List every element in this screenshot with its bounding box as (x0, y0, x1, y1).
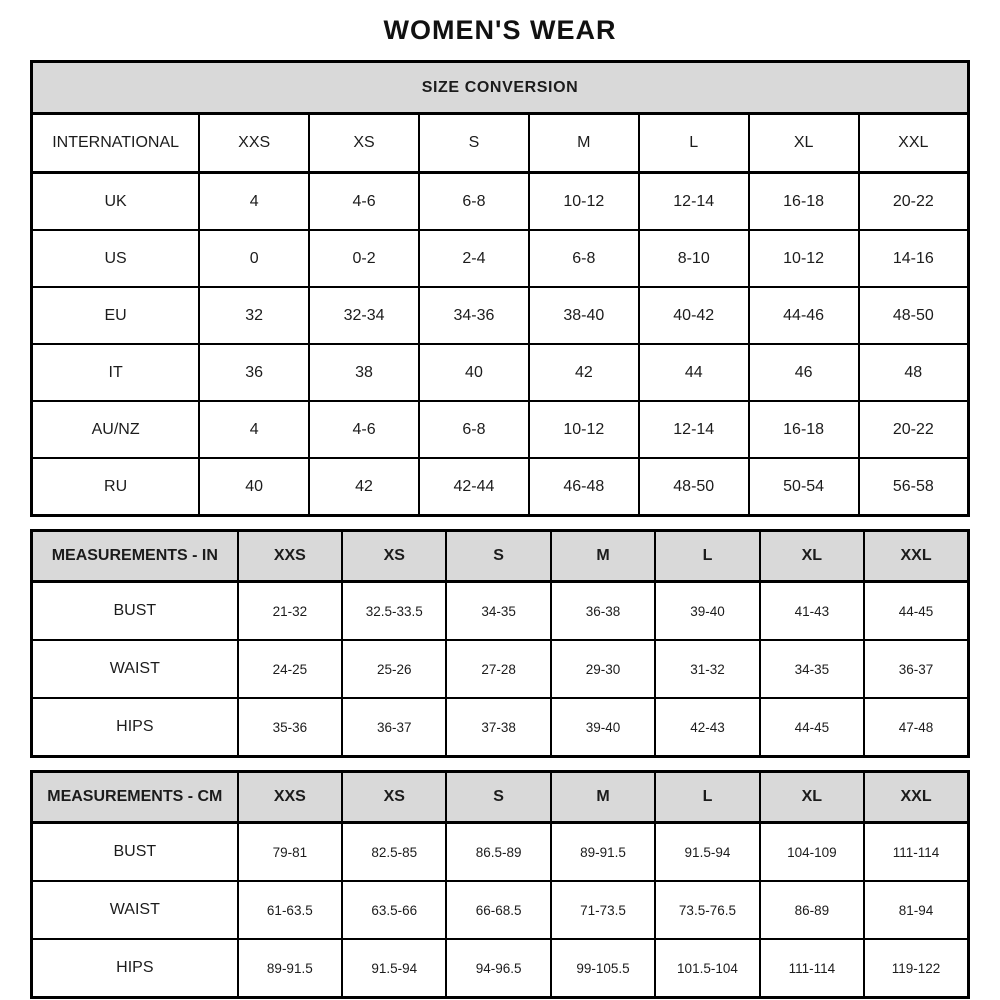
value-cell: 42-43 (655, 698, 759, 757)
value-cell: 48 (859, 344, 969, 401)
table-banner: SIZE CONVERSION (32, 62, 969, 114)
value-cell: 8-10 (639, 230, 749, 287)
value-cell: 4 (199, 401, 309, 458)
value-cell: 27-28 (446, 640, 550, 698)
value-cell: 56-58 (859, 458, 969, 516)
value-cell: 39-40 (655, 582, 759, 641)
value-cell: 86.5-89 (446, 823, 550, 882)
value-cell: 16-18 (749, 401, 859, 458)
value-cell: 40-42 (639, 287, 749, 344)
size-column-header: S (446, 772, 550, 823)
size-column-header: L (655, 772, 759, 823)
value-cell: 32-34 (309, 287, 419, 344)
value-cell: 6-8 (529, 230, 639, 287)
value-cell: 40 (199, 458, 309, 516)
table-row (32, 698, 969, 757)
value-cell: 40 (419, 344, 529, 401)
value-cell: 73.5-76.5 (655, 881, 759, 939)
size-column-header: XS (342, 531, 446, 582)
row-label: WAIST (32, 881, 238, 939)
value-cell: 63.5-66 (342, 881, 446, 939)
value-cell: 14-16 (859, 230, 969, 287)
value-cell: 41-43 (760, 582, 864, 641)
value-cell: 29-30 (551, 640, 655, 698)
value-cell: 37-38 (446, 698, 550, 757)
value-cell: 12-14 (639, 173, 749, 231)
row-label: RU (32, 458, 200, 516)
value-cell: 42-44 (419, 458, 529, 516)
row-label: WAIST (32, 640, 238, 698)
value-cell: 38-40 (529, 287, 639, 344)
value-cell: 44 (639, 344, 749, 401)
row-label: BUST (32, 823, 238, 882)
value-cell: 10-12 (529, 173, 639, 231)
table-banner-row (32, 62, 969, 114)
size-column-header: L (639, 114, 749, 173)
size-column-header: XL (760, 531, 864, 582)
table-row (32, 823, 969, 882)
size-column-header: XXL (864, 772, 968, 823)
measurements-cm-table (30, 770, 970, 999)
value-cell: 32.5-33.5 (342, 582, 446, 641)
size-column-header: S (419, 114, 529, 173)
row-label: HIPS (32, 939, 238, 998)
value-cell: 4 (199, 173, 309, 231)
value-cell: 89-91.5 (238, 939, 342, 998)
value-cell: 12-14 (639, 401, 749, 458)
table-row (32, 287, 969, 344)
value-cell: 47-48 (864, 698, 968, 757)
value-cell: 36-37 (864, 640, 968, 698)
row-label: HIPS (32, 698, 238, 757)
row-label: EU (32, 287, 200, 344)
value-cell: 48-50 (639, 458, 749, 516)
value-cell: 0 (199, 230, 309, 287)
table-header-row (32, 531, 969, 582)
row-label: IT (32, 344, 200, 401)
page-title: WOMEN'S WEAR (383, 15, 617, 45)
value-cell: 36-38 (551, 582, 655, 641)
table-row (32, 401, 969, 458)
value-cell: 86-89 (760, 881, 864, 939)
value-cell: 4-6 (309, 401, 419, 458)
value-cell: 2-4 (419, 230, 529, 287)
size-column-header: XXS (199, 114, 309, 173)
row-label: US (32, 230, 200, 287)
size-column-header: S (446, 531, 550, 582)
value-cell: 50-54 (749, 458, 859, 516)
value-cell: 101.5-104 (655, 939, 759, 998)
value-cell: 44-45 (864, 582, 968, 641)
table-row (32, 173, 969, 231)
size-column-header: XL (760, 772, 864, 823)
size-column-header: XXL (859, 114, 969, 173)
table-row (32, 230, 969, 287)
size-column-header: XS (309, 114, 419, 173)
corner-header: INTERNATIONAL (32, 114, 200, 173)
value-cell: 20-22 (859, 401, 969, 458)
value-cell: 71-73.5 (551, 881, 655, 939)
value-cell: 82.5-85 (342, 823, 446, 882)
value-cell: 32 (199, 287, 309, 344)
size-column-header: XXS (238, 772, 342, 823)
size-column-header: XL (749, 114, 859, 173)
value-cell: 36-37 (342, 698, 446, 757)
row-label: BUST (32, 582, 238, 641)
value-cell: 111-114 (864, 823, 968, 882)
value-cell: 104-109 (760, 823, 864, 882)
corner-header: MEASUREMENTS - CM (32, 772, 238, 823)
value-cell: 48-50 (859, 287, 969, 344)
value-cell: 21-32 (238, 582, 342, 641)
value-cell: 94-96.5 (446, 939, 550, 998)
size-column-header: M (551, 531, 655, 582)
value-cell: 24-25 (238, 640, 342, 698)
value-cell: 42 (529, 344, 639, 401)
value-cell: 6-8 (419, 173, 529, 231)
value-cell: 46-48 (529, 458, 639, 516)
value-cell: 6-8 (419, 401, 529, 458)
value-cell: 91.5-94 (655, 823, 759, 882)
value-cell: 10-12 (529, 401, 639, 458)
value-cell: 20-22 (859, 173, 969, 231)
table-header-row (32, 772, 969, 823)
value-cell: 35-36 (238, 698, 342, 757)
value-cell: 25-26 (342, 640, 446, 698)
value-cell: 39-40 (551, 698, 655, 757)
table-header-row (32, 114, 969, 173)
value-cell: 66-68.5 (446, 881, 550, 939)
row-label: AU/NZ (32, 401, 200, 458)
value-cell: 99-105.5 (551, 939, 655, 998)
size-column-header: XXS (238, 531, 342, 582)
value-cell: 42 (309, 458, 419, 516)
size-column-header: XXL (864, 531, 968, 582)
corner-header: MEASUREMENTS - IN (32, 531, 238, 582)
size-column-header: M (551, 772, 655, 823)
value-cell: 44-45 (760, 698, 864, 757)
value-cell: 10-12 (749, 230, 859, 287)
value-cell: 34-35 (446, 582, 550, 641)
value-cell: 119-122 (864, 939, 968, 998)
table-row (32, 344, 969, 401)
value-cell: 79-81 (238, 823, 342, 882)
value-cell: 16-18 (749, 173, 859, 231)
size-column-header: L (655, 531, 759, 582)
value-cell: 4-6 (309, 173, 419, 231)
table-row (32, 582, 969, 641)
value-cell: 34-36 (419, 287, 529, 344)
measurements-in-table (30, 529, 970, 758)
size-column-header: M (529, 114, 639, 173)
row-label: UK (32, 173, 200, 231)
value-cell: 81-94 (864, 881, 968, 939)
table-row (32, 939, 969, 998)
value-cell: 111-114 (760, 939, 864, 998)
table-row (32, 881, 969, 939)
value-cell: 34-35 (760, 640, 864, 698)
size-column-header: XS (342, 772, 446, 823)
size-conversion-table (30, 60, 970, 517)
value-cell: 0-2 (309, 230, 419, 287)
table-row (32, 640, 969, 698)
value-cell: 91.5-94 (342, 939, 446, 998)
value-cell: 89-91.5 (551, 823, 655, 882)
table-row (32, 458, 969, 516)
value-cell: 36 (199, 344, 309, 401)
value-cell: 46 (749, 344, 859, 401)
value-cell: 61-63.5 (238, 881, 342, 939)
value-cell: 44-46 (749, 287, 859, 344)
value-cell: 38 (309, 344, 419, 401)
value-cell: 31-32 (655, 640, 759, 698)
